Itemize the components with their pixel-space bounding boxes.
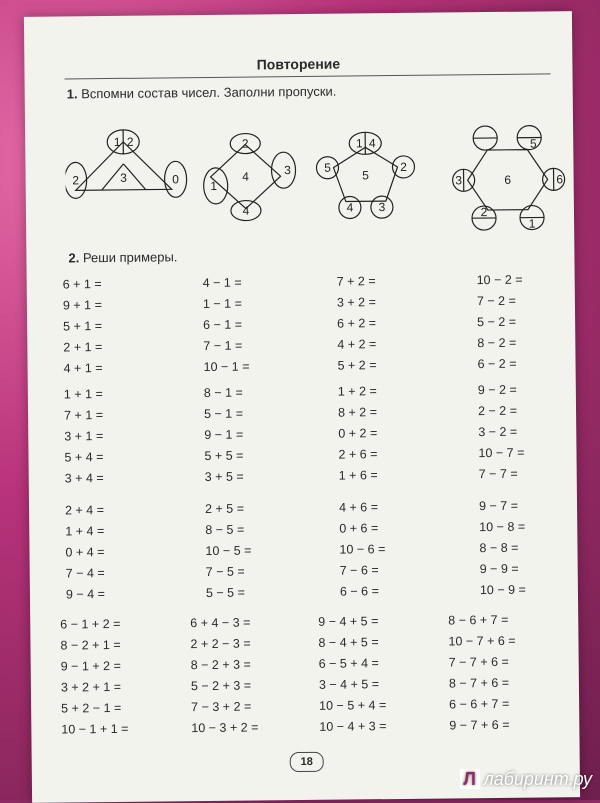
block3-col3 — [339, 497, 386, 602]
example: 4 + 1 = — [63, 358, 102, 379]
d4-left: 3 — [455, 173, 462, 187]
example: 5 + 5 = — [204, 446, 243, 467]
d4-right: 6 — [556, 172, 563, 186]
example: 3 + 1 = — [64, 426, 103, 447]
example: 3 + 5 = — [205, 467, 244, 488]
example: 2 + 1 = — [63, 337, 102, 358]
example: 8 − 2 + 3 = — [191, 654, 258, 676]
block1-col4 — [477, 270, 524, 375]
block4-col3 — [318, 611, 386, 738]
example: 2 + 4 = — [65, 500, 104, 521]
example: 5 + 4 = — [64, 447, 103, 468]
example: 7 − 6 = — [340, 560, 386, 581]
example: 5 + 2 = — [337, 355, 376, 376]
example: 6 − 1 + 2 = — [60, 614, 127, 636]
example: 10 − 1 + 1 = — [61, 719, 128, 741]
example: 2 + 5 = — [205, 499, 251, 520]
example: 6 − 6 = — [340, 581, 386, 602]
d1-top-left: 1 — [114, 135, 121, 149]
block1-col3 — [337, 271, 377, 376]
example: 4 − 1 = — [203, 273, 249, 294]
task-2-text: Реши примеры. — [83, 249, 178, 265]
example: 10 − 3 + 2 = — [191, 717, 258, 739]
d2-right: 3 — [284, 163, 291, 177]
d3-center: 5 — [362, 168, 369, 182]
example: 10 − 5 + 4 = — [319, 695, 386, 717]
example: 7 − 2 = — [477, 291, 523, 312]
example: 2 + 6 = — [338, 444, 377, 465]
example: 3 − 2 = — [478, 422, 524, 443]
example: 8 − 5 = — [205, 520, 251, 541]
example: 10 − 7 + 6 = — [448, 631, 515, 653]
example: 6 + 2 = — [337, 313, 376, 334]
d2-left: 1 — [210, 179, 217, 193]
d1-right: 0 — [172, 172, 179, 186]
example: 8 − 1 = — [204, 383, 243, 404]
block2-col2 — [204, 383, 244, 488]
example: 7 + 1 = — [64, 405, 103, 426]
example: 2 − 2 = — [478, 401, 524, 422]
example: 6 − 5 + 4 = — [319, 653, 386, 675]
example: 6 + 4 − 3 = — [190, 612, 257, 634]
example: 8 + 2 = — [338, 402, 377, 423]
example: 3 + 4 = — [65, 468, 104, 489]
example: 8 − 2 = — [477, 333, 523, 354]
example: 9 − 4 = — [66, 584, 105, 605]
example: 8 − 4 + 5 = — [318, 632, 385, 654]
example: 9 − 2 = — [478, 380, 524, 401]
title-divider — [65, 73, 551, 79]
example: 9 + 1 = — [63, 295, 102, 316]
example: 7 + 2 = — [337, 271, 376, 292]
block1-col2 — [203, 273, 250, 378]
example: 1 + 6 = — [339, 465, 378, 486]
example: 10 − 1 = — [203, 357, 249, 378]
block2-col3 — [338, 381, 378, 486]
d4-center: 6 — [504, 173, 511, 187]
example: 3 + 2 = — [337, 292, 376, 313]
example: 9 − 7 + 6 = — [449, 715, 516, 737]
example: 7 − 1 = — [203, 336, 249, 357]
example: 10 − 2 = — [477, 270, 523, 291]
example: 8 − 2 + 1 = — [60, 635, 127, 657]
d4-top-right: 5 — [530, 137, 537, 151]
example: 0 + 2 = — [338, 423, 377, 444]
d3-left: 5 — [324, 161, 331, 175]
example: 10 − 8 = — [479, 517, 525, 538]
example: 8 − 6 + 7 = — [448, 610, 515, 632]
example: 4 + 6 = — [339, 497, 385, 518]
d3-top-left: 1 — [356, 136, 363, 150]
example: 6 − 2 = — [477, 354, 523, 375]
block2-col1 — [64, 384, 104, 489]
diagram-4 — [452, 125, 565, 231]
d1-top-right: 2 — [127, 135, 134, 149]
block4-col1 — [60, 614, 128, 741]
example: 7 − 7 + 6 = — [449, 652, 516, 674]
example: 9 − 1 + 2 = — [61, 656, 128, 678]
workbook-page — [24, 11, 580, 803]
example: 2 + 2 − 3 = — [190, 633, 257, 655]
example: 5 − 2 = — [477, 312, 523, 333]
example: 0 + 6 = — [339, 518, 385, 539]
example: 8 − 7 + 6 = — [449, 673, 516, 695]
example: 9 − 1 = — [204, 425, 243, 446]
d3-bottom-left: 4 — [346, 200, 353, 214]
example: 5 − 2 + 3 = — [191, 675, 258, 697]
watermark-text: лабиринт.ру — [484, 769, 592, 789]
example: 7 − 3 + 2 = — [191, 696, 258, 718]
labirint-icon: Л — [460, 769, 480, 789]
task-2-number: 2. — [68, 250, 79, 265]
d3-bottom-right: 3 — [378, 200, 385, 214]
block1-col1 — [63, 274, 103, 379]
example: 1 + 1 = — [64, 384, 103, 405]
example: 1 + 2 = — [338, 381, 377, 402]
example: 7 − 4 = — [66, 563, 105, 584]
example: 6 + 1 = — [63, 274, 102, 295]
task-1-text: Вспомни состав чисел. Заполни пропуски. — [81, 84, 336, 102]
block4-col2 — [190, 612, 258, 739]
block3-col2 — [205, 499, 252, 604]
d4-bottom-right: 1 — [529, 217, 536, 231]
example: 9 − 4 + 5 = — [318, 611, 385, 633]
example: 3 − 4 + 5 = — [319, 674, 386, 696]
diagram-1 — [65, 129, 187, 198]
block3-col1 — [65, 500, 105, 605]
example: 10 − 4 + 3 = — [319, 716, 386, 738]
d2-center: 4 — [242, 170, 249, 184]
example: 0 + 4 = — [65, 542, 104, 563]
page-title: Повторение — [24, 53, 572, 75]
diagram-2 — [203, 133, 296, 221]
d3-top-right: 4 — [369, 136, 376, 150]
example: 9 − 9 = — [480, 559, 526, 580]
task-1 — [67, 84, 337, 102]
example: 1 + 4 = — [65, 521, 104, 542]
example: 5 + 2 − 1 = — [61, 698, 128, 720]
example: 5 − 1 = — [204, 404, 243, 425]
example: 6 − 6 + 7 = — [449, 694, 516, 716]
page-number: 18 — [290, 752, 324, 772]
example: 4 + 2 = — [337, 334, 376, 355]
example: 10 − 6 = — [339, 539, 385, 560]
d2-bottom: 4 — [243, 204, 250, 218]
example: 10 − 5 = — [205, 541, 251, 562]
d4-bottom-left: 2 — [481, 205, 488, 219]
task-2 — [68, 249, 177, 265]
d1-center: 3 — [120, 171, 127, 185]
example: 8 − 8 = — [479, 538, 525, 559]
example: 9 − 7 = — [479, 496, 525, 517]
example: 7 − 7 = — [479, 464, 525, 485]
example: 5 + 1 = — [63, 316, 102, 337]
d3-right: 2 — [400, 160, 407, 174]
example: 10 − 7 = — [478, 443, 524, 464]
block2-col4 — [478, 380, 525, 485]
block3-col4 — [479, 496, 526, 601]
watermark-logo — [460, 769, 592, 790]
example: 5 − 5 = — [206, 583, 252, 604]
example: 6 − 1 = — [203, 315, 249, 336]
example: 1 − 1 = — [203, 294, 249, 315]
number-composition-diagrams — [65, 107, 566, 242]
example: 7 − 5 = — [206, 562, 252, 583]
d1-left: 2 — [72, 173, 79, 187]
block4-col4 — [448, 610, 516, 737]
diagram-3 — [316, 132, 415, 219]
d2-top: 2 — [242, 137, 249, 151]
task-1-number: 1. — [67, 86, 78, 101]
example: 10 − 9 = — [480, 580, 526, 601]
example: 3 + 2 + 1 = — [61, 677, 128, 699]
